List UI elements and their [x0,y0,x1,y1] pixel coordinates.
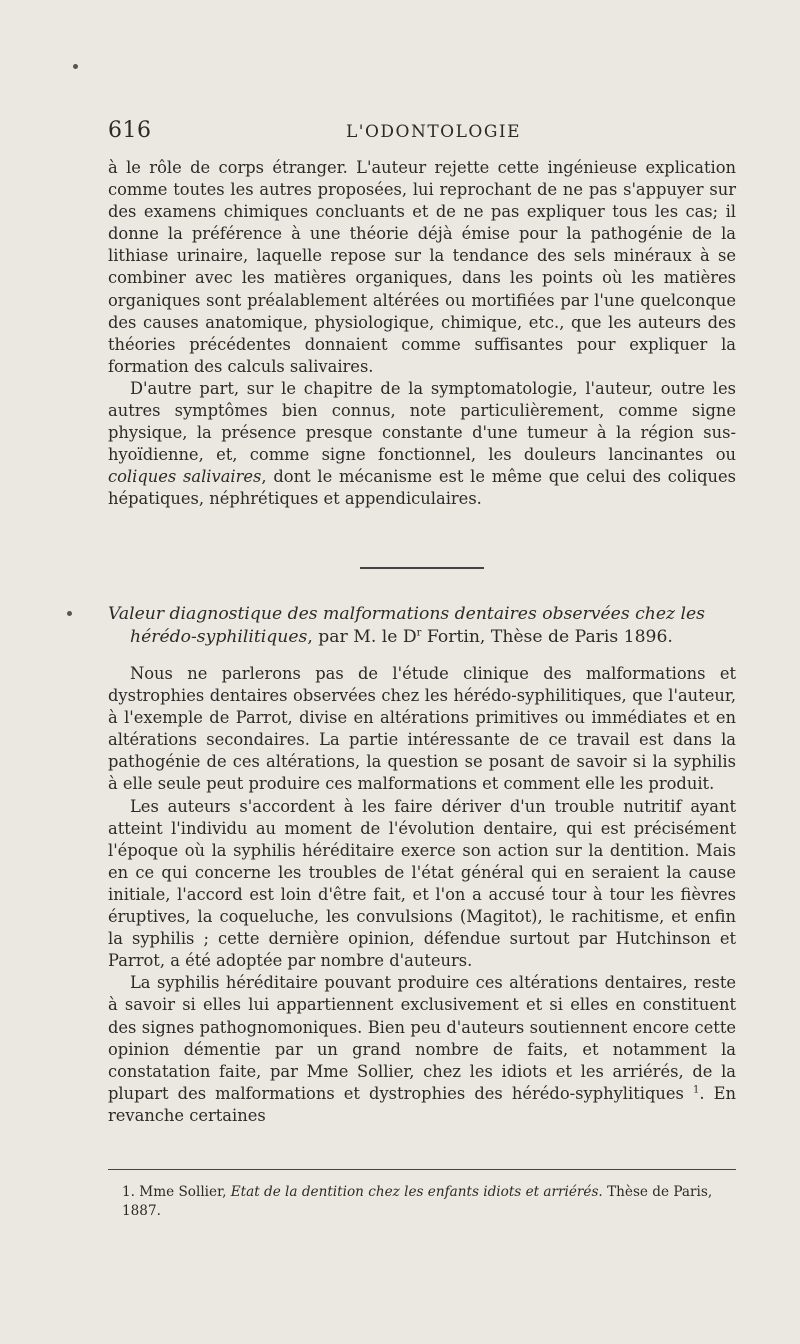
review-title-line: Valeur diagnostique des malformations dentaires observées chez les [108,604,706,624]
review-text [108,663,736,1127]
footnote-title: Etat de la dentition chez les enfants idiots et arriérés. [230,1184,603,1200]
review-title-italic: hérédo-syphilitiques [130,626,308,647]
footnote-ref: 1 [692,1084,700,1096]
review-author: , par M. le D [307,626,417,647]
paragraph-text: , dont le mécanisme est le même que celui des coliques hépatiques, néphrétiques et appendiculaires. [108,467,736,509]
section-separator [360,567,484,569]
footnote-source: Thèse de Paris, 1887. [122,1184,713,1219]
paragraph [108,378,736,511]
review-source: Fortin, Thèse de Paris 1896. [421,626,673,647]
footnote-author: Mme Sollier, [134,1184,231,1200]
italic-term: coliques salivaires [108,467,262,487]
previous-review-text [108,157,736,511]
paragraph: Nous ne parlerons pas de l'étude clinique des malformations et dystrophies dentaires observées chez les hérédo-syphilitiques, que l'auteur, à l'exemple de Parrot, divise en altérations primitives ou immédiates et en altérations secondaires. La partie intéressante de ce travail est dans la pathogénie de ces altérations, la question se posant de savoir si la syphilis à elle seule peut produire ces malformations et comment elle les produit. [108,664,736,794]
footnote [108,1183,736,1220]
page-number: 616 [108,118,152,143]
review-title [108,603,736,648]
paragraph: Les auteurs s'accordent à les faire dériver d'un trouble nutritif ayant atteint l'individu au moment de l'évolution dentaire, qui est précisément l'époque où la syphilis héréditaire exerce son action sur la dentition. Mais en ce qui concerne les troubles de l'état général qui en seraient la cause initiale, l'accord est loin d'être fait, et l'on a accusé tour à tour les fièvres éruptives, la coqueluche, les convulsions (Magitot), le rachitisme, et enfin la syphilis ; cette dernière opinion, défendue surtout par Hutchinson et Parrot, a été adoptée par nombre d'auteurs. [108,796,736,971]
page-speck [67,611,72,616]
paragraph-text: D'autre part, sur le chapitre de la symptomatologie, l'auteur, outre les autres symptômes bien connus, note particulièrement, comme signe physique, la présence presque constante d'une tumeur à la région sus-hyoïdienne, et, comme signe fonctionnel, les douleurs lancinantes ou [108,378,736,465]
paragraph-text: . En revanche certaines [108,1083,736,1125]
paragraph [108,972,736,1127]
footnote-text [108,1183,736,1220]
superscript: r [416,626,422,638]
page-header [108,118,736,148]
page-speck [73,64,78,69]
footnote-number: 1. [122,1184,135,1200]
paragraph: à le rôle de corps étranger. L'auteur rejette cette ingénieuse explication comme toutes les autres proposées, lui reprochant de ne pas s'appuyer sur des examens chimiques concluants et de ne pas expliquer tous les cas; il donne la préférence à une théorie déjà émise pour la pathogénie de la lithiase urinaire, laquelle repose sur la tendance des sels minéraux à se combiner avec les matières organiques, dans les points où les matières organiques sont préalablement altérées ou mortifiées par l'une quelconque des causes anatomique, physiologique, chimique, etc., que les auteurs des théories précédentes donnaient comme suffisantes pour expliquer la formation des calculs salivaires. [108,158,736,376]
paragraph-text: La syphilis héréditaire pouvant produire ces altérations dentaires, reste à savoir si elles lui appartiennent exclusivement et si elles en constituent des signes pathognomoniques. Bien peu d'auteurs soutiennent encore cette opinion démentie par un grand nombre de faits, et notamment la constatation faite, par Mme Sollier, chez les idiots et les arriérés, de la plupart des malformations et dystrophies des hérédo-syphylitiques [108,973,736,1103]
running-title: L'ODONTOLOGIE [346,122,522,142]
footnote-rule [108,1169,736,1170]
review-title-line [108,626,736,649]
